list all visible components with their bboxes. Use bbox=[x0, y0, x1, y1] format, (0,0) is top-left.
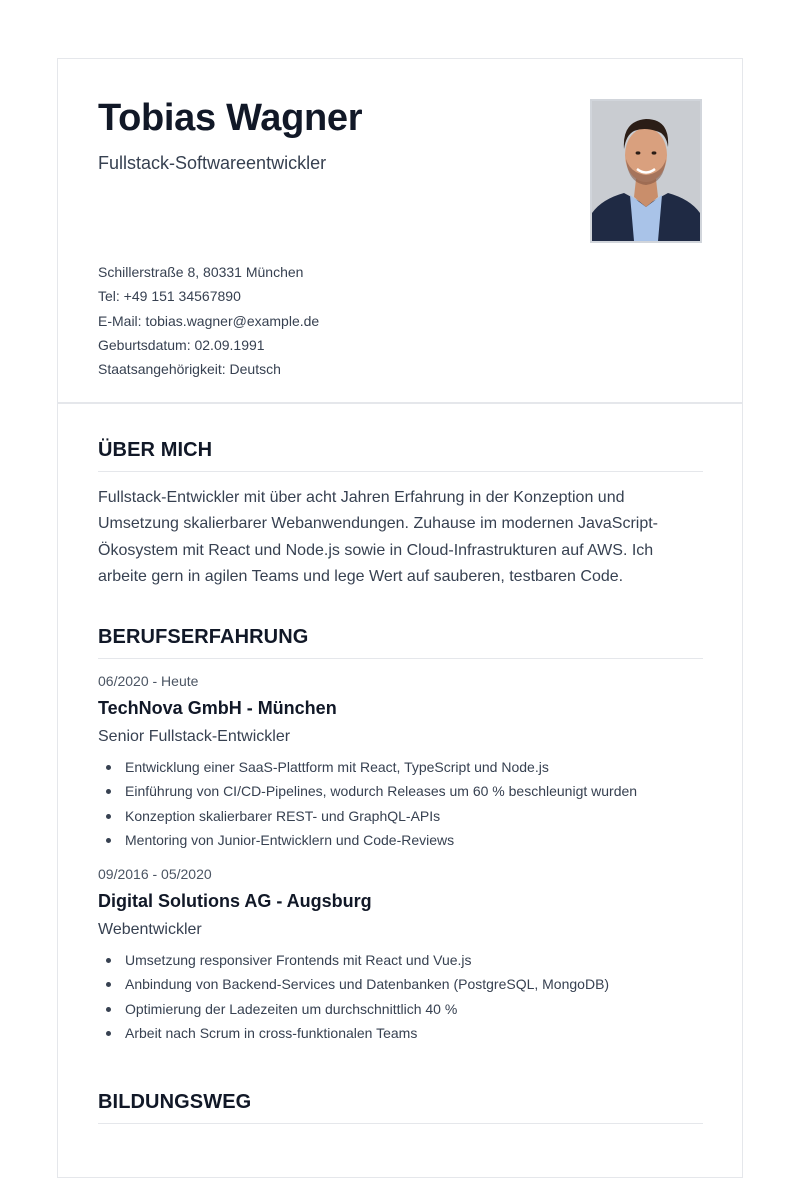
resume-header bbox=[58, 59, 742, 404]
portrait-image bbox=[592, 101, 700, 241]
list-item: Umsetzung responsiver Frontends mit React und Vue.js bbox=[98, 948, 703, 972]
list-item: Mentoring von Junior-Entwicklern und Code-Reviews bbox=[98, 828, 703, 852]
list-item: Einführung von CI/CD-Pipelines, wodurch Releases um 60 % beschleunigt wurden bbox=[98, 779, 703, 803]
contact-email: E-Mail: tobias.wagner@example.de bbox=[98, 312, 320, 329]
job-entry bbox=[98, 866, 703, 1045]
job-role: Webentwickler bbox=[98, 921, 202, 939]
list-item: Entwicklung einer SaaS-Plattform mit React, TypeScript und Node.js bbox=[98, 755, 703, 779]
job-entry bbox=[98, 673, 703, 852]
job-role: Senior Fullstack-Entwickler bbox=[98, 728, 291, 745]
about-text: Fullstack-Entwickler mit über acht Jahren Erfahrung in der Konzeption und Umsetzung skalierbarer Webanwendungen. Zuhause im modernen JavaScript-Ökosystem mit React und Node.js sowie in Cloud-Infrastrukturen auf AWS. Ich arbeite gern in agilen Teams und lege Wert auf sauberen, testbaren Code. bbox=[98, 489, 658, 585]
job-company: TechNova GmbH - München bbox=[98, 698, 337, 718]
section-about bbox=[98, 439, 703, 590]
list-item: Anbindung von Backend-Services und Datenbanken (PostgreSQL, MongoDB) bbox=[98, 972, 703, 996]
section-heading-about: ÜBER MICH bbox=[98, 439, 703, 472]
job-bullets bbox=[98, 948, 703, 1045]
section-experience bbox=[98, 626, 703, 1045]
contact-details bbox=[98, 260, 319, 381]
contact-phone: Tel: +49 151 34567890 bbox=[98, 288, 241, 305]
job-date: 06/2020 - Heute bbox=[98, 673, 199, 689]
section-heading-education: BILDUNGSWEG bbox=[98, 1091, 703, 1124]
job-company: Digital Solutions AG - Augsburg bbox=[98, 891, 372, 912]
job-bullets bbox=[98, 755, 703, 852]
list-item: Arbeit nach Scrum in cross-funktionalen Teams bbox=[98, 1021, 703, 1045]
profile-photo bbox=[590, 99, 702, 243]
job-title: Fullstack-Softwareentwickler bbox=[98, 153, 327, 173]
candidate-name: Tobias Wagner bbox=[98, 97, 363, 139]
list-item: Konzeption skalierbarer REST- und GraphQL-APIs bbox=[98, 804, 703, 828]
section-heading-experience: BERUFSERFAHRUNG bbox=[98, 626, 703, 659]
job-date: 09/2016 - 05/2020 bbox=[98, 866, 212, 883]
contact-birthdate: Geburtsdatum: 02.09.1991 bbox=[98, 336, 265, 353]
contact-address: Schillerstraße 8, 80331 München bbox=[98, 264, 304, 280]
list-item: Optimierung der Ladezeiten um durchschnittlich 40 % bbox=[98, 997, 703, 1021]
contact-nationality: Staatsangehörigkeit: Deutsch bbox=[98, 361, 281, 378]
resume-page bbox=[57, 58, 743, 1178]
section-education bbox=[98, 1091, 703, 1124]
